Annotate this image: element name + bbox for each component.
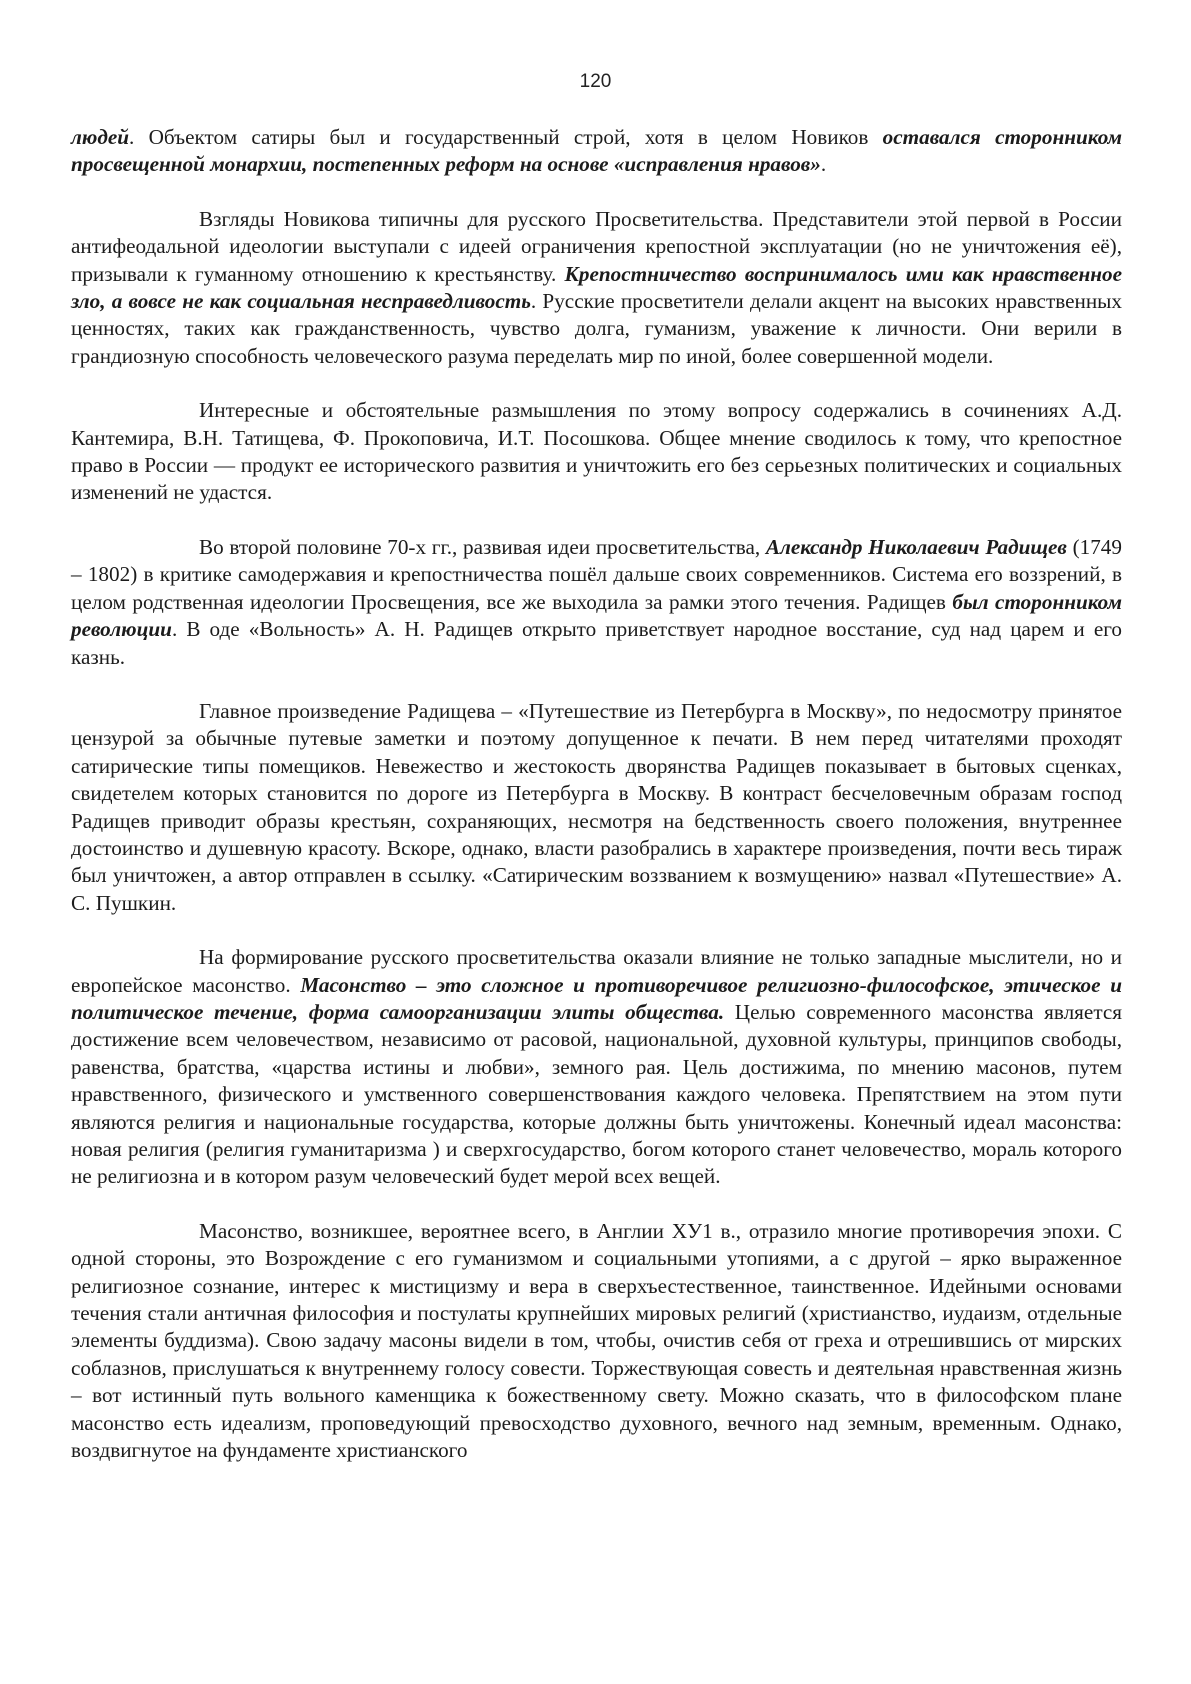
text-run: . Объектом сатиры был и государственный строй, хотя в целом Новиков <box>129 125 883 149</box>
emphasis-text: Крепостничество воспринималось ими как нравственное зло, а вовсе не как социальная несправедливость <box>71 261 1123 314</box>
paragraph-3 <box>71 397 1122 507</box>
text-run: Целью современного масонства является достижение всем человечеством, независимо от расовой, национальной, духовной культуры, принципов свободы, равенства, братства, «царства истины и любви», земного рая. Цель достижима, по мнению масонов, путем нравственного, физического и умственного совершенствования каждого человека. Препятствием на этом пути являются религия и национальные государства, которые должны быть уничтожены. Конечный идеал масонства: новая религия (религия гуманитаризма ) и сверхгосударство, богом которого станет человечество, мораль которого не религиозна и в котором разум человеческий будет мерой всех вещей. <box>71 999 1122 1189</box>
paragraph-7 <box>71 1218 1122 1465</box>
text-run: (1749 – 1802) в критике самодержавия и крепостничества пошёл дальше своих современников. Система его воззрений, в целом родственная идеологии Просвещения, все же выходила за рамки этого течения. Радищев <box>71 534 1122 614</box>
text-run: . В оде «Вольность» А. Н. Радищев открыто приветствует народное восстание, суд над царем и его казнь. <box>71 617 1122 669</box>
text-run: Главное произведение Радищева – «Путешествие из Петербурга в Москву», по недосмотру принятое цензурой за обычные путевые заметки и поэтому допущенное к печати. В нем перед читателями проходят сатирические типы помещиков. Невежество и жестокость дворянства Радищев показывает в бытовых сценках, свидетелем которых становится по дороге из Петербурга в Москву. В контраст бесчеловечным образам господ Радищев приводит образы крестьян, сохраняющих, несмотря на бедственность своего положения, внутреннее достоинство и душевную красоту. Вскоре, однако, власти разобрались в характере произведения, почти весь тираж был уничтожен, а автор отправлен в ссылку. «Сатирическим воззванием к возмущению» назвал «Путешествие» А. С. Пушкин. <box>71 698 1122 915</box>
text-run: Масонство, возникшее, вероятнее всего, в Англии ХУ1 в., отразило многие противоречия эпохи. С одной стороны, это Возрождение с его гуманизмом и социальными утопиями, а с другой – ярко выраженное религиозное сознание, интерес к мистицизму и вера в сверхъестественное, таинственное. Идейными основами течения стали античная философия и постулаты крупнейших мировых религий (христианство, иудаизм, отдельные элементы буддизма). Свою задачу масоны видели в том, чтобы, очистив себя от греха и отрешившись от мирских соблазнов, прислушаться к внутреннему голосу совести. Торжествующая совесть и деятельная нравственная жизнь – вот истинный путь вольного каменщика к божественному свету. Можно сказать, что в философском плане масонство есть идеализм, проповедующий превосходство духовного, вечного над земным, временным. Однако, воздвигнутое на фундаменте христианского <box>71 1218 1122 1463</box>
text-run: Во второй половине 70-х гг., развивая идеи просветительства, <box>199 534 766 559</box>
paragraph-4 <box>71 534 1122 671</box>
emphasis-text: оставался сторонником просвещенной монархии, постепенных реформ на основе «исправления нравов» <box>71 125 1122 177</box>
paragraph-2 <box>71 206 1122 370</box>
emphasis-text: Александр Николаевич Радищев <box>765 534 1067 559</box>
text-run: На формирование русского просветительства оказали влияние не только западные мыслители, но и европейское масонство. <box>71 945 1122 997</box>
page-number: 120 <box>579 71 612 92</box>
paragraph-5 <box>71 698 1122 917</box>
text-run: . Русские просветители делали акцент на высоких нравственных ценностях, таких как гражданственность, чувство долга, гуманизм, уважение к личности. Они верили в грандиозную способность человеческого разума переделать мир по иной, более совершенной модели. <box>71 289 1123 368</box>
paragraph-1 <box>71 124 1122 179</box>
text-run: Интересные и обстоятельные размышления по этому вопросу содержались в сочинениях А.Д. Кантемира, В.Н. Татищева, Ф. Прокоповича, И.Т. Посошкова. Общее мнение сводилось к тому, что крепостное право в России — продукт ее исторического развития и уничтожить его без серьезных политических и социальных изменений не удастся. <box>71 398 1122 505</box>
emphasis-text: был сторонником революции <box>71 589 1122 642</box>
text-run: Взгляды Новикова типичны для русского Просветительства. Представители этой первой в России антифеодальной идеологии выступали с идеей ограничения крепостной эксплуатации (но не уничтожения её), призывали к гуманному отношению к крестьянству. <box>71 206 1122 286</box>
paragraph-6 <box>71 944 1122 1191</box>
emphasis-text: людей <box>71 125 130 149</box>
emphasis-text: Масонство – это сложное и противоречивое религиозно-философское, этическое и политическое течение, форма самоорганизации элиты общества. <box>71 972 1122 1024</box>
body-text <box>71 124 1122 1491</box>
text-run: . <box>820 152 827 177</box>
